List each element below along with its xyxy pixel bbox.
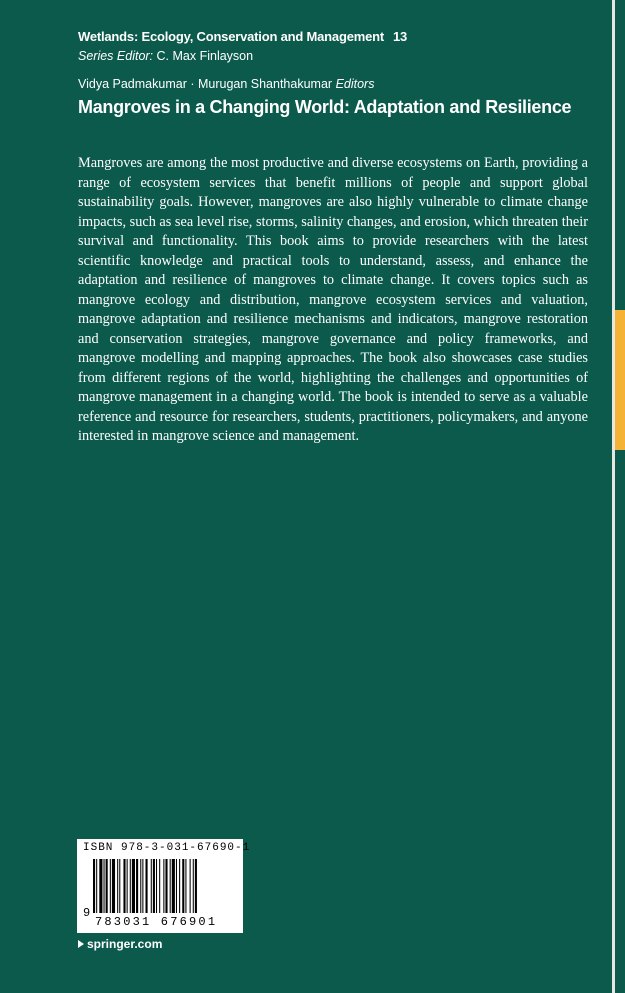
- series-editor-name: C. Max Finlayson: [156, 49, 254, 63]
- barcode-bar: [136, 859, 138, 913]
- barcode-graphic: [93, 859, 235, 913]
- barcode-bar: [190, 859, 191, 913]
- barcode-bar: [151, 859, 152, 913]
- barcode-bars: [93, 859, 235, 913]
- editors-role: Editors: [335, 77, 375, 91]
- barcode-bar: [127, 859, 128, 913]
- book-editors: [78, 77, 374, 91]
- barcode-bar: [165, 859, 167, 913]
- barcode-bar: [140, 859, 141, 913]
- series-volume: 13: [392, 29, 408, 44]
- barcode-bar: [182, 859, 184, 913]
- barcode-first-digit: 9: [83, 906, 91, 920]
- editor-names: Vidya Padmakumar · Murugan Shanthakumar: [78, 77, 333, 91]
- barcode-bar: [170, 859, 171, 913]
- barcode-bar: [146, 859, 148, 913]
- barcode-bar: [104, 859, 105, 913]
- barcode-bar: [179, 859, 180, 913]
- series-name: Wetlands: Ecology, Conservation and Management: [78, 29, 384, 44]
- spine-accent-bar: [615, 310, 625, 450]
- barcode-bar: [119, 859, 120, 913]
- barcode-bar: [117, 859, 118, 913]
- spine-edge: [612, 0, 615, 993]
- barcode-bar: [153, 859, 155, 913]
- barcode-bar: [106, 859, 108, 913]
- series-title: [78, 29, 407, 44]
- barcode-bar: [193, 859, 194, 913]
- barcode-bar: [195, 859, 197, 913]
- barcode-bar: [96, 859, 97, 913]
- barcode-digits: 783031 676901: [95, 915, 218, 929]
- publisher-url: springer.com: [87, 937, 163, 951]
- barcode-bar: [130, 859, 131, 913]
- book-title: Mangroves in a Changing World: Adaptation and Resilience: [78, 97, 572, 117]
- barcode-bar: [163, 859, 164, 913]
- barcode-bar: [142, 859, 143, 913]
- isbn-label: ISBN 978-3-031-67690-1: [83, 842, 251, 854]
- book-description: Mangroves are among the most productive and diverse ecosystems on Earth, providing a range of ecosystem services that benefit millions of people and support global sustainability goals. However, mangroves are also highly vulnerable to climate change impacts, such as sea level rise, storms, salinity changes, and erosion, which threaten their survival and functionality. This book aims to provide researchers with the latest scientific knowledge and practical tools to understand, assess, and enhance the adaptation and resilience of mangroves to climate change. It covers topics such as mangrove ecology and distribution, mangrove ecosystem services and valuation, mangrove adaptation and resilience mechanisms and indicators, mangrove restoration and conservation strategies, mangrove governance and policy frameworks, and mangrove modelling and mapping approaches. The book also showcases case studies from different regions of the world, highlighting the challenges and opportunities of mangrove management in a changing world. The book is intended to serve as a valuable reference and resource for researchers, students, practitioners, policymakers, and anyone interested in mangrove science and management.: [78, 155, 588, 444]
- barcode-bar: [156, 859, 157, 913]
- publisher-link[interactable]: [78, 937, 162, 951]
- barcode-bar: [99, 859, 102, 913]
- barcode-bar: [185, 859, 186, 913]
- barcode-bar: [123, 859, 125, 913]
- barcode-bar: [176, 859, 177, 913]
- barcode-bar: [172, 859, 175, 913]
- isbn-barcode: [77, 839, 251, 933]
- barcode-bar: [93, 859, 95, 913]
- series-editor: [78, 49, 253, 63]
- barcode-bar: [132, 859, 135, 913]
- arrow-right-icon: [78, 940, 84, 948]
- barcode-bar: [112, 859, 115, 913]
- barcode-bar: [159, 859, 160, 913]
- series-editor-label: Series Editor:: [78, 49, 154, 63]
- barcode-bar: [110, 859, 111, 913]
